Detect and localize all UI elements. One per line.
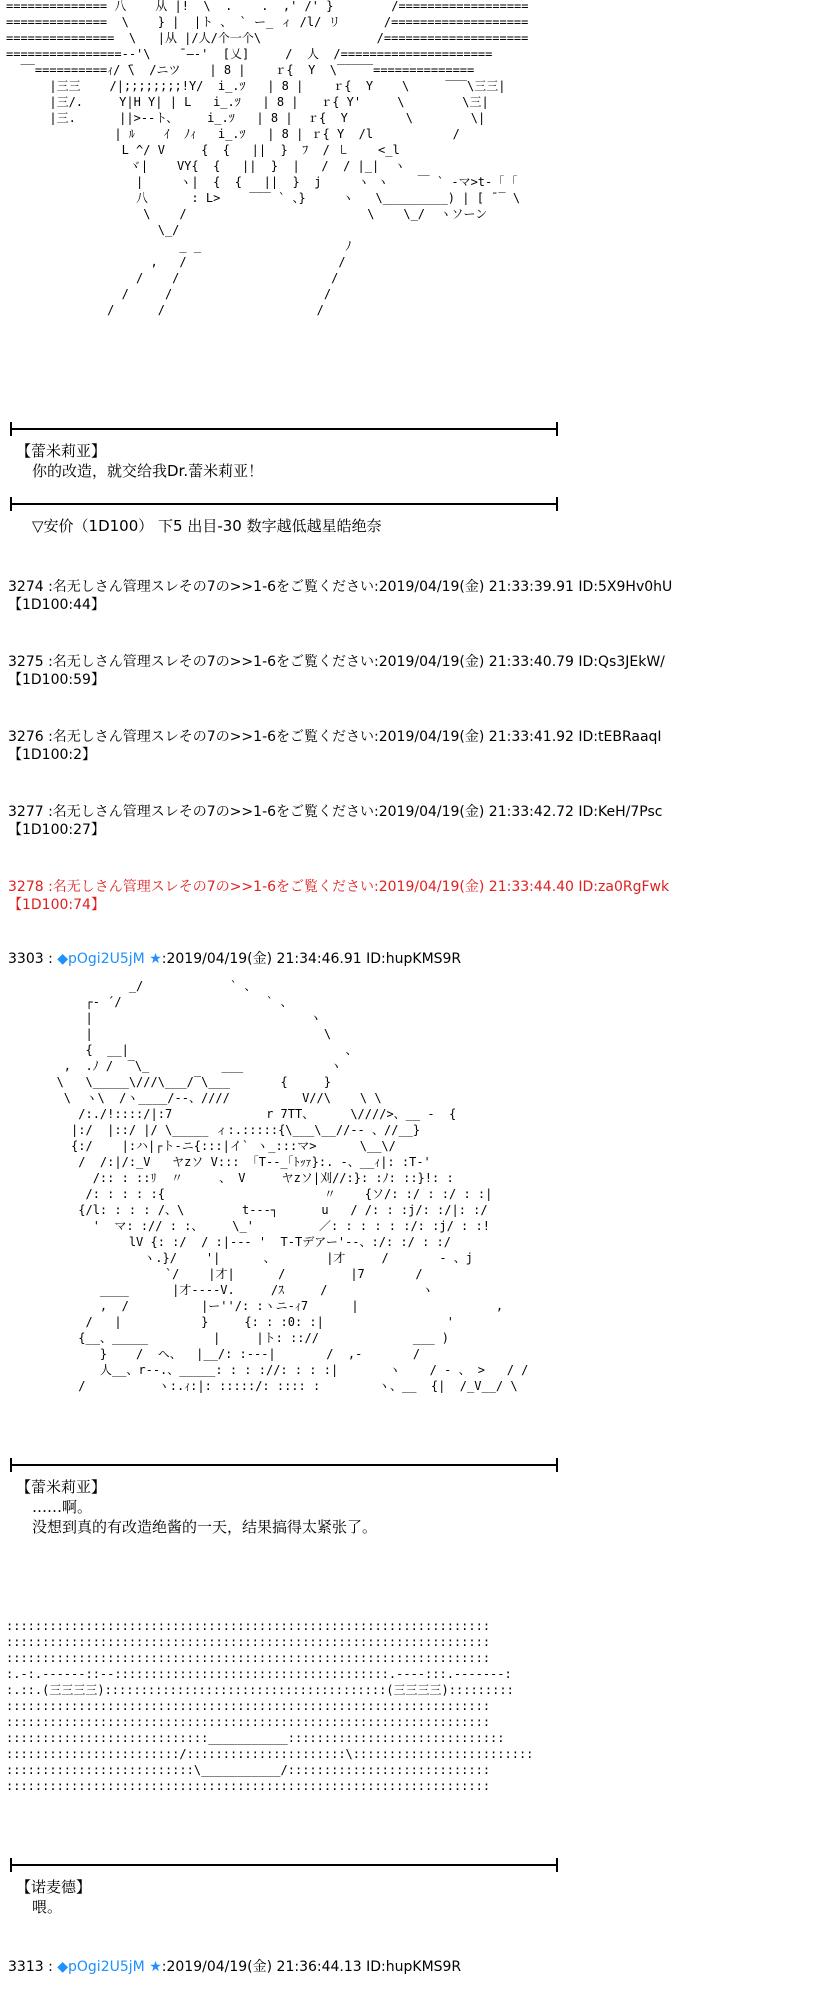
- ascii-art-top: ============== 八 从 |! \ . . ,' /' } /================== ============== \ } | |ト 、 ` ー_ ィ /l/ リ /=================== =============== \ |从 |/人/个一个\ /==================== ================-‐'\ ̄ ―‐' [乂] / 人 /===================== ‾‾==========ｨ/ ̄\ /ニツ | 8 | ｒ{ Y \‾‾‾‾‾============== |三三 /|;;;;;;;;!Y/ i_.ﾂ | 8 | ｒ{ Y \ ‾‾‾\三三| |三/. Y|H Y| | L i_.ﾂ | 8 | ｒ{ Y' \ \三| |三. ||>‐‐ト、 i_.ﾂ | 8 | ｒ{ Y \ \| | ﾙ ｲ ﾉｨ i_.ﾂ | 8 | ｒ{ Y /l / L ^/ V { { || } ﾌ / ㇄ <_l ヾ| VY{ { || } | / / |_| ヽ | ヽ| { { || } j ヽ ヽ ￣ ` ‐マ>t‐「 ｢ 八 : L> ‾‾‾ ` 、} ヽ \_________) | [ ̄ ‾ \ \ / \ \_/ ヽソーン \_/ _ _ ﾉ , / / / / / / / / / / /: [6, 0, 529, 317]
- post-header: 3274 :名无しさん管理スレその7の>>1-6をご覧ください:2019/04/19(金) 21:33:39.91 ID:5X9Hv0hU: [8, 579, 673, 595]
- divider: [10, 1458, 558, 1472]
- trip-code: ◆pOgi2U5jM: [57, 951, 145, 967]
- dice-roll: 【1D100:27】: [8, 822, 105, 838]
- dice-roll: 【1D100:74】: [8, 897, 105, 913]
- dice-roll: 【1D100:2】: [8, 747, 97, 763]
- post-header: 3278 :名无しさん管理スレその7の>>1-6をご覧ください:2019/04/19(金) 21:33:44.40 ID:za0RgFwk: [8, 879, 670, 895]
- post-header: 3276 :名无しさん管理スレその7の>>1-6をご覧ください:2019/04/19(金) 21:33:41.92 ID:tEBRaaqI: [8, 729, 662, 745]
- divider: [10, 497, 558, 511]
- post-meta: :2019/04/19(金) 21:36:44.13 ID:hupKMS9R: [161, 1959, 462, 1975]
- star-icon: ★: [149, 1959, 162, 1975]
- post-header: 3275 :名无しさん管理スレその7の>>1-6をご覧ください:2019/04/19(金) 21:33:40.79 ID:Qs3JEkW/: [8, 654, 665, 670]
- dialogue-line: ……啊。: [32, 1498, 93, 1516]
- post-3303-header: [8, 950, 461, 968]
- star-icon: ★: [149, 951, 162, 967]
- divider: [10, 422, 558, 436]
- post-number: 3313 :: [8, 1959, 53, 1975]
- speaker-name: 【诺麦德】: [16, 1878, 92, 1896]
- post: [8, 653, 665, 689]
- dialogue-line: 没想到真的有改造绝酱的一天，结果搞得太紧张了。: [32, 1518, 378, 1536]
- post-number: 3303 :: [8, 951, 53, 967]
- dialogue-line: 你的改造，就交给我Dr.蕾米莉亚！: [32, 462, 264, 480]
- post-highlighted: [8, 878, 669, 914]
- post-meta: :2019/04/19(金) 21:34:46.91 ID:hupKMS9R: [161, 951, 462, 967]
- dice-roll: 【1D100:59】: [8, 672, 105, 688]
- speaker-name: 【蕾米莉亚】: [16, 1478, 107, 1496]
- post: [8, 803, 662, 839]
- speaker-name: 【蕾米莉亚】: [16, 442, 107, 460]
- post-3313-header: [8, 1958, 461, 1976]
- trip-code: ◆pOgi2U5jM: [57, 1959, 145, 1975]
- ascii-art-character: _/ ` 、 ┌‐ ´/ ` 、 | ヽ | \ { __| 、 , .ﾉ / ‾\_ ___ ヽ \ \_____\///\___/‾\___ { } \ ヽ\ /ヽ____/--、//// V//\ \ \ /:./!::::/|:7 r 7TT、 \////>、__ - { |:/ |::/ |/ \_____ ィ:.:::::{\___\__//-- 、//__} {:/ |:ハ|┌ト-ニ{:::|イ` ヽ_:::マ> \__\/ / /:|/:_V ヤzソ V::: 「T‐-_｢ﾄｯｧ}:. ‐、__ｨ|: :T‐' /:: : ::ﾘ 〃 、 V ヤzソ|刈//:}: :ﾉ: ::}!: : /: : : : :{ 〃 {ソ/: :/ : :/ : :| {/l: : : : /、\ t--‐┐ u / /: : :j/: :/|: :/ ' マ: :// : :、 \_' ／: : : : : :/: :j/ : :! lV {: :/ / :|‐-- ' T-Tデアー'‐-、:/: :/ : :/ ヽ.}/ '| 、 |才 / ‐ 、j `/ |才| / |7 / ____ |才‐‐‐-V. /ｽ / ヽ , / |ー''/: :ヽニ-ｨ7 | , / | } {: : :0: :| ' {__、_____ | |ト: ::// ___ ) } / ヘ、 |__/: :‐-‐| / ,‐ / 人__、r‐-.、_____: : : ://: : : :| ヽ / ‐ 、 > / / / ヽ:.ｨ:|: :::::/: :::: : ヽ、__ {| /_V__/ \: [56, 979, 529, 1393]
- dice-roll: 【1D100:44】: [8, 597, 105, 613]
- divider: [10, 1858, 558, 1872]
- post: [8, 578, 672, 614]
- dialogue-line: 喂。: [32, 1898, 63, 1916]
- anka-instruction: ▽安价（1D100） 下5 出目-30 数字越低越星皓绝奈: [32, 517, 382, 535]
- ascii-art-eyes: ::::::::::::::::::::::::::::::::::::::::::::::::::::::::::::::::::: ::::::::::::::::::::::::::::::::::::::::::::::::::::::::::::::::::: ::::::::::::::::::::::::::::::::::::::::::::::::::::::::::::::::::: :.-:.---‐‐-::--::::::::::::::::::::::::::::::::::::::.‐‐--:::.--‐‐---: :.::.(三三三三):::::::::::::::::::::::::::::::::::::::(三三三三)::::::::: ::::::::::::::::::::::::::::::::::::::::::::::::::::::::::::::::::: ::::::::::::::::::::::::::::::::::::::::::::::::::::::::::::::::::: ::::::::::::::::::::::::::::___________:::::::::::::::::::::::::::::: ::::::::::::::::::::::::/::::::::::::::::::::::\::::::::::::::::::::::::: ::::::::::::::::::::::::::\___________/:::::::::::::::::::::::::::: :::::::::::::::::::::::::::::::::::::::::::::::::::::::::::::::::::: [6, 1619, 534, 1793]
- post-header: 3277 :名无しさん管理スレその7の>>1-6をご覧ください:2019/04/19(金) 21:33:42.72 ID:KeH/7Psc: [8, 804, 663, 820]
- post: [8, 728, 662, 764]
